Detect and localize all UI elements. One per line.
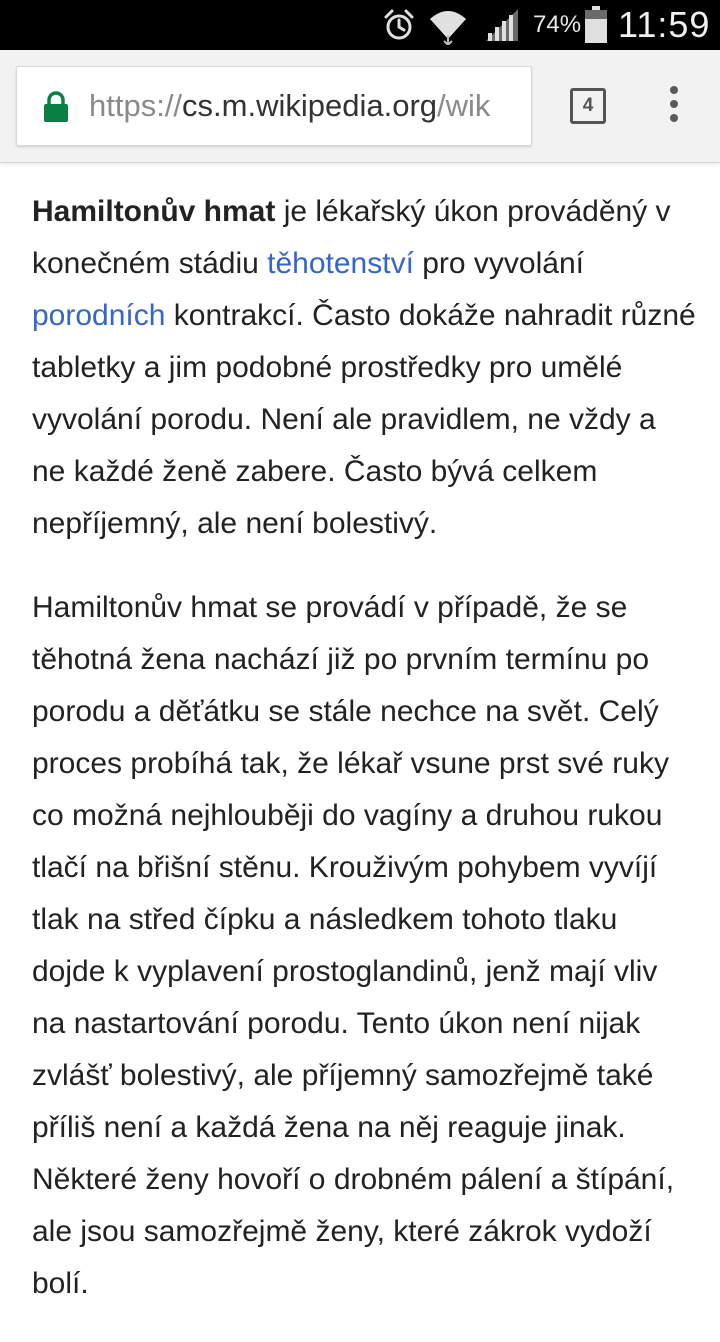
paragraph-intro [32, 186, 696, 550]
overflow-menu-icon[interactable] [662, 86, 686, 126]
battery-percent: 74% [533, 11, 582, 38]
paragraph-text: je lékařský úkon prováděný v konečném stádiu [32, 195, 671, 280]
paragraph-text: pro vyvolání [413, 247, 584, 280]
battery-icon [584, 0, 608, 50]
paragraph-procedure: Hamiltonův hmat se provádí v případě, že se těhotná žena nachází již po prvním termínu po porodu a děťátku se stále nechce na svět. Celý proces probíhá tak, že lékař vsune prst své ruky co možná nejhlouběji do vagíny a druhou rukou tlačí na břišní stěnu. Krouživým pohybem vyvíjí tlak na střed čípku a následkem tohoto tlaku dojde k vyplavení prostoglandinů, jenž mají vliv na nastartování porodu. Tento úkon není nijak zvlášť bolestivý, ale příjemný samozřejmě také příliš není a každá žena na něj reaguje jinak. Některé ženy hovoří o drobném pálení a štípání, ale jsou samozřejmě ženy, které zákrok vydoží bolí. [32, 591, 675, 1300]
paragraph-text: kontrakcí. Často dokáže nahradit různé tabletky a jim podobné prostředky pro umělé vyvolání porodu. Není ale pravidlem, ne vždy a ne každé ženě zabere. Často bývá celkem nepříjemný, ale není bolestivý. [32, 299, 696, 540]
lock-icon [43, 91, 69, 128]
tab-switcher-button[interactable]: 4 [570, 88, 606, 124]
url-scheme: https:// [89, 88, 183, 123]
status-bar [0, 0, 720, 50]
browser-toolbar [0, 50, 720, 163]
link-tehotenstvi[interactable]: těhotenství [267, 247, 414, 280]
article-term: Hamiltonův hmat [32, 195, 276, 228]
wifi-icon [428, 0, 468, 50]
signal-icon [484, 0, 520, 50]
url-text[interactable] [89, 67, 517, 145]
article-body [32, 186, 696, 1342]
clock-time: 11:59 [618, 4, 711, 45]
url-host: cs.m.wikipedia.org [182, 88, 438, 123]
link-porodnich[interactable]: porodních [32, 299, 166, 332]
url-path: /wik [437, 88, 491, 123]
address-bar[interactable] [16, 66, 532, 146]
alarm-icon [382, 0, 416, 50]
